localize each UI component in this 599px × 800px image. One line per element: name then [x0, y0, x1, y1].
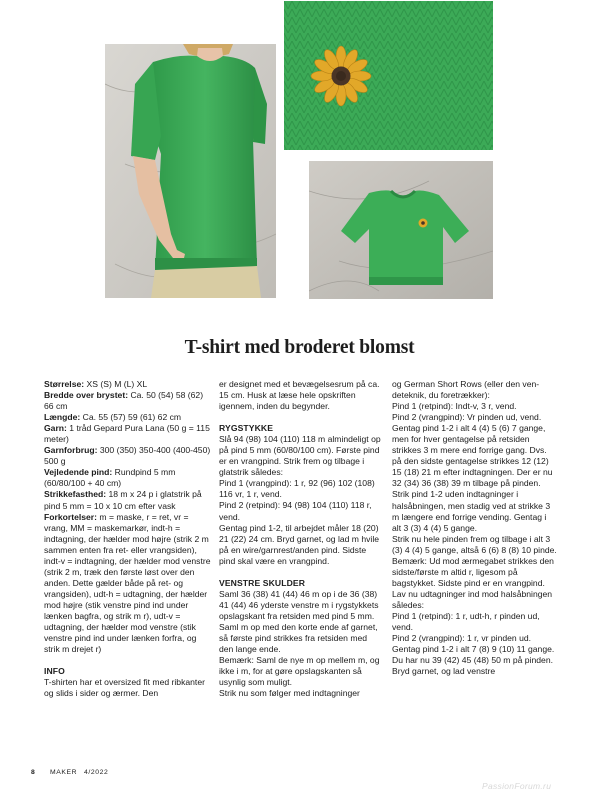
watermark: PassionForum.ru — [482, 781, 552, 791]
needles-line — [44, 467, 212, 489]
instruction-paragraph: Pind 1 (retpind): Indt-v, 3 r, vend. — [392, 401, 517, 412]
instruction-paragraph: Lav nu udtagninger ind mod halsåbningen således: — [392, 588, 553, 610]
text-column-1 — [44, 379, 212, 699]
page-number: 8 — [31, 769, 36, 776]
size-line — [44, 379, 212, 390]
info-text: T-shirten har et oversized fit med ribkanter og slids i sider og ærmer. Den — [44, 677, 205, 699]
gauge-line — [44, 489, 212, 511]
yarn-line — [44, 423, 212, 445]
bust-line — [44, 390, 212, 412]
rygstykke-paragraph: Gentag pind 1-2, til arbejdet måler 18 (20) 21 (22) 24 cm. Bryd garnet, og lad m hvile på en wire/garnrest/anden pind. Sidste pind skal være en vrangpind. — [219, 522, 380, 566]
text-column-3 — [392, 379, 557, 677]
bust-value: Ca. 50 (54) 58 (62) 66 cm — [44, 390, 204, 412]
instruction-paragraph: Pind 2 (vrangpind): 1 r, vr pinden ud. — [392, 633, 532, 644]
flatlay-shirt-photo — [309, 161, 493, 299]
venstre-skulder-heading: VENSTRE SKULDER — [219, 577, 306, 588]
skulder-paragraph: Bemærk: Saml de nye m op mellem m, og ikke i m, for at gøre opslagskanten så usynlig som muligt. — [219, 655, 380, 688]
rygstykke-heading: RYGSTYKKE — [219, 423, 274, 434]
gauge-label: Strikkefasthed: — [44, 489, 107, 500]
size-label: Størrelse: — [44, 379, 85, 389]
skulder-paragraph: Strik nu som følger med indtagninger — [219, 688, 360, 699]
rygstykke-paragraph: Slå 94 (98) 104 (110) 118 m almindeligt op på pind 5 mm (60/80/100 cm). Første pind er en vrangpind. Strik frem og tilbage i glatstrik således: — [219, 434, 381, 478]
magazine-name: MAKER — [50, 769, 78, 776]
length-label: Længde: — [44, 412, 81, 423]
intro-text: er designet med et bevægelsesrum på ca. 15 cm. Husk at læse hele opskriften igennem, inden du begynder. — [219, 379, 380, 412]
bust-label: Bredde over brystet: — [44, 390, 129, 401]
issue-number: 4/2022 — [84, 769, 109, 776]
text-column-2 — [219, 379, 382, 699]
page-title: T-shirt med broderet blomst — [184, 337, 415, 358]
instruction-paragraph: og German Short Rows (eller den vendeteknik, du foretrækker): — [392, 379, 540, 401]
yarn-label: Garn: — [44, 423, 67, 434]
length-value: Ca. 55 (57) 59 (61) 62 cm — [80, 412, 182, 423]
skulder-paragraph: Saml 36 (38) 41 (44) 46 m op i de 36 (38) 41 (44) 46 yderste venstre m i rygstykkets opslagskant fra retsiden med pind 5 mm. Saml m op med den korte ende af garnet, så første pind strikkes fra retsiden med den lange ende. — [219, 588, 379, 655]
rygstykke-paragraph: Pind 1 (vrangpind): 1 r, 92 (96) 102 (108) 116 vr, 1 r, vend. — [219, 478, 375, 500]
length-line — [44, 412, 212, 423]
instruction-paragraph: Pind 1 (retpind): 1 r, udt-h, r pinden ud, vend. — [392, 610, 540, 633]
size-value: XS (S) M (L) XL — [84, 379, 148, 389]
needles-value: Rundpind 5 mm (60/80/100 + 40 cm) — [44, 467, 176, 489]
info-heading: INFO — [44, 666, 65, 677]
needles-label: Vejledende pind: — [44, 467, 113, 478]
sunflower-detail-photo — [284, 1, 493, 150]
abbreviations-label: Forkortelser: — [44, 511, 98, 522]
instruction-paragraph: Strik pind 1-2 uden indtagninger i halsåbningen, men stadig ved at strikke 3 m længere end forrige vending. Gentag i alt 3 (3) 4 (4) 5 gange. — [392, 489, 551, 533]
yarn-use-label: Garnforbrug: — [44, 445, 98, 456]
gauge-value: 18 m x 24 p i glatstrik på pind 5 mm = 10 x 10 cm efter vask — [44, 489, 202, 511]
abbreviations-line — [44, 512, 212, 656]
instruction-paragraph: Gentag pind 1-2 i alt 4 (4) 5 (6) 7 gange, men for hver gentagelse på retsiden strikkes 3 m mere end forrige gang. Dvs. på den sidste gentagelse strikkes 12 (12) 15 (18) 21 m efter indtagningen. Der er nu 32 (34) 36 (38) 39 m tilbage på pinden. — [392, 423, 553, 489]
instruction-paragraph: Gentag pind 1-2 i alt 7 (8) 9 (10) 11 gange. Du har nu 39 (42) 45 (48) 50 m på pinden. Bryd garnet, og lad venstre — [392, 644, 555, 677]
rygstykke-paragraph: Pind 2 (retpind): 94 (98) 104 (110) 118 r, vend. — [219, 500, 372, 522]
yarn-use-line — [44, 445, 212, 467]
instruction-paragraph: Strik nu hele pinden frem og tilbage i alt 3 (3) 4 (4) 5 gange, altså 6 (6) 8 (8) 10 pinde. Bemærk: Ud mod ærmegabet strikkes den sidste/første m altid r, ligesom på bagstykket. Sidste pind er en vrangpind. — [392, 533, 557, 588]
yarn-use-value: 300 (350) 350-400 (400-450) 500 g — [44, 445, 211, 467]
abbreviations-value: m = maske, r = ret, vr = vrang, MM = maskemarkør, indt-h = indtagning, der hælder mod højre (strik 2 m sammen enten fra ret- eller vrangsiden), indt-v = indtagning, der hælder mod venstre (strik 2 m, træk den første løst over den anden. Dette gælder både på ret- og vrangsiden), udt-h = udtagning, der hælder mod højre (stik venstre pind ind under lænken bagfra, og strik m r), udt-v = udtagning, der hælder mod venstre (stik venstre pind ind under lænken forfra, og strik m drejet r) — [44, 511, 211, 655]
model-photo — [105, 44, 276, 298]
instruction-paragraph: Pind 2 (vrangpind): Vr pinden ud, vend. — [392, 412, 542, 423]
yarn-value: 1 tråd Gepard Pura Lana (50 g = 115 meter) — [44, 423, 210, 445]
